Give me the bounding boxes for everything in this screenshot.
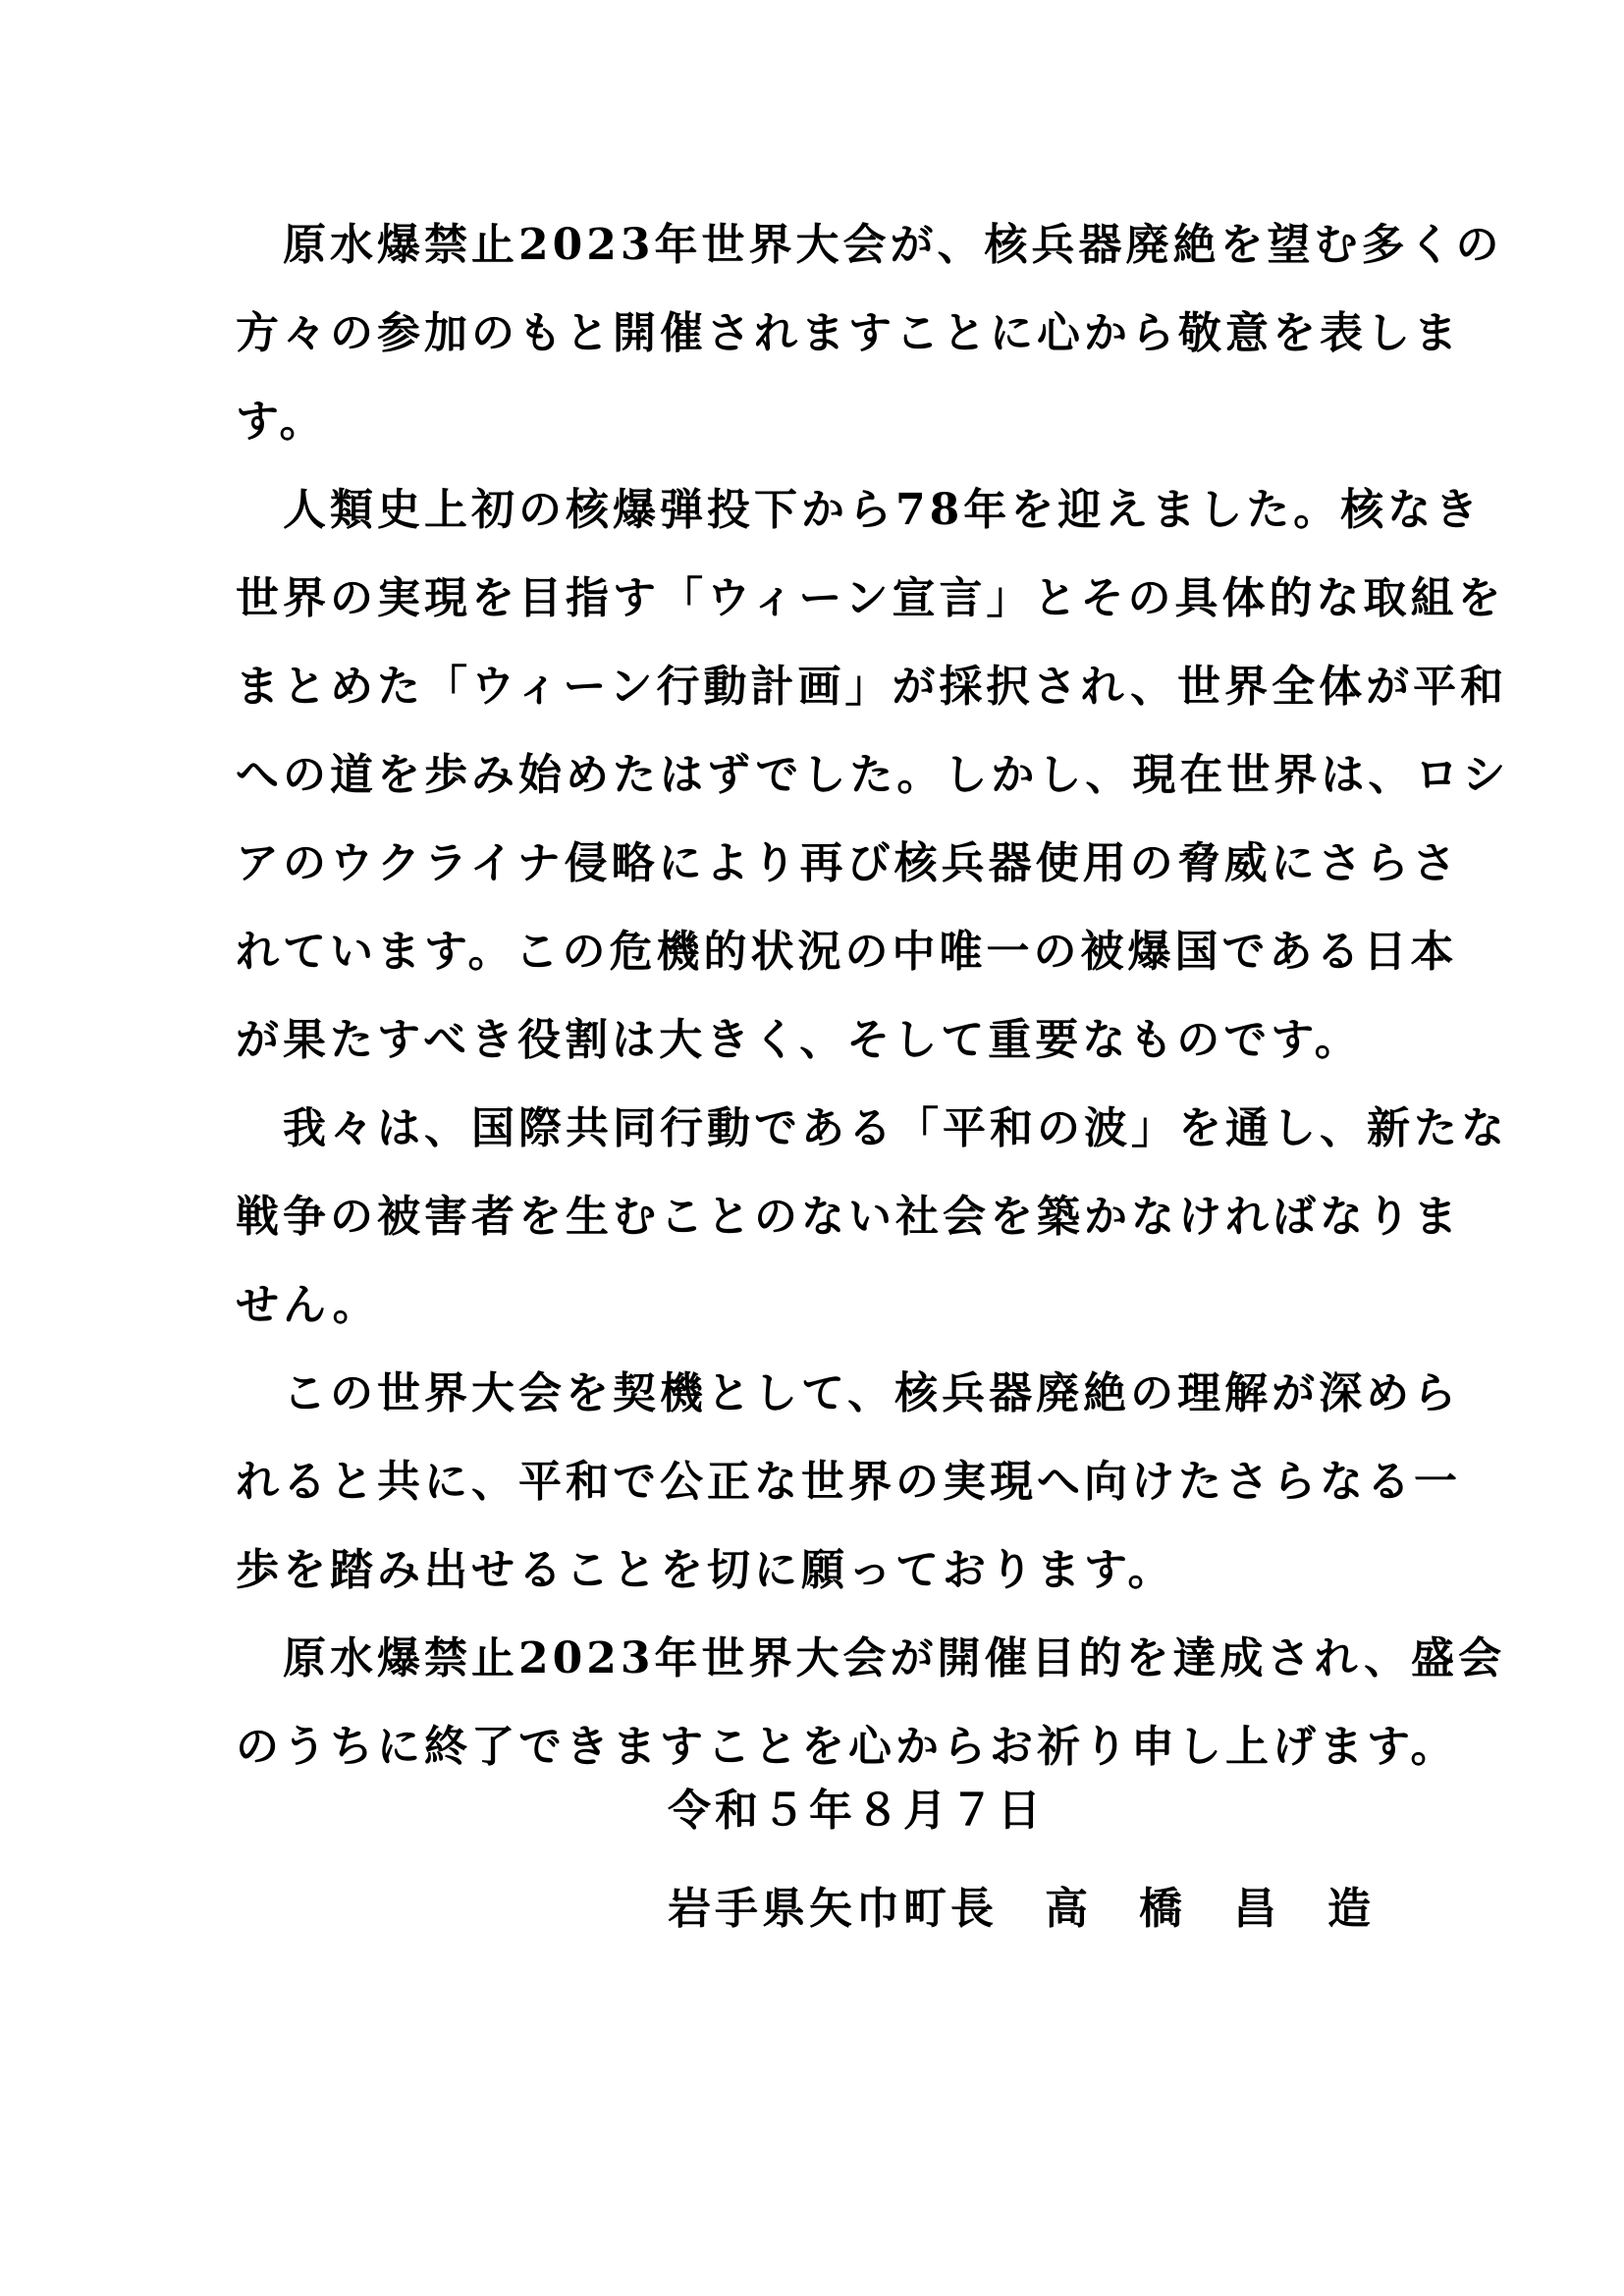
message-line: が果たすべき役割は大きく、そして重要なものです。	[236, 1015, 1362, 1065]
message-line: 原水爆禁止2023年世界大会が開催目的を達成され、盛会	[236, 1633, 1506, 1683]
message-line: 戦争の被害者を生むことのない社会を築かなければなりま	[236, 1192, 1461, 1242]
message-line: れています。この危機的状況の中唯一の被爆国である日本	[236, 927, 1458, 977]
message-line: す。	[236, 397, 327, 447]
message-body	[236, 201, 1510, 1791]
message-line: まとめた「ウィーン行動計画」が採択され、世界全体が平和	[236, 662, 1508, 712]
message-line: 世界の実現を目指す「ウィーン宣言」とその具体的な取組を	[236, 573, 1505, 623]
message-line: のうちに終了できますことを心からお祈り申し上げます。	[236, 1722, 1458, 1772]
message-line: 歩を踏み出せることを切に願っております。	[236, 1545, 1175, 1595]
message-line: 人類史上初の核爆弾投下から78年を迎えました。核なき	[236, 485, 1483, 535]
message-line: への道を歩み始めたはずでした。しかし、現在世界は、ロシ	[236, 750, 1510, 800]
message-line: 原水爆禁止2023年世界大会が、核兵器廃絶を望む多くの	[236, 220, 1503, 270]
signature: 岩手県矢巾町長 高 橋 昌 造	[668, 1884, 1375, 1934]
message-line: この世界大会を契機として、核兵器廃絶の理解が深めら	[236, 1368, 1461, 1418]
message-line: 我々は、国際共同行動である「平和の波」を通し、新たな	[236, 1103, 1508, 1153]
message-line: アのウクライナ侵略により再び核兵器使用の脅威にさらさ	[236, 838, 1460, 888]
message-line: 方々の参加のもと開催されますことに心から敬意を表しま	[236, 308, 1461, 358]
message-line: れると共に、平和で公正な世界の実現へ向けたさらなる一	[236, 1457, 1461, 1507]
message-line: せん。	[236, 1280, 380, 1330]
document-date: 令和５年８月７日	[668, 1786, 1045, 1836]
